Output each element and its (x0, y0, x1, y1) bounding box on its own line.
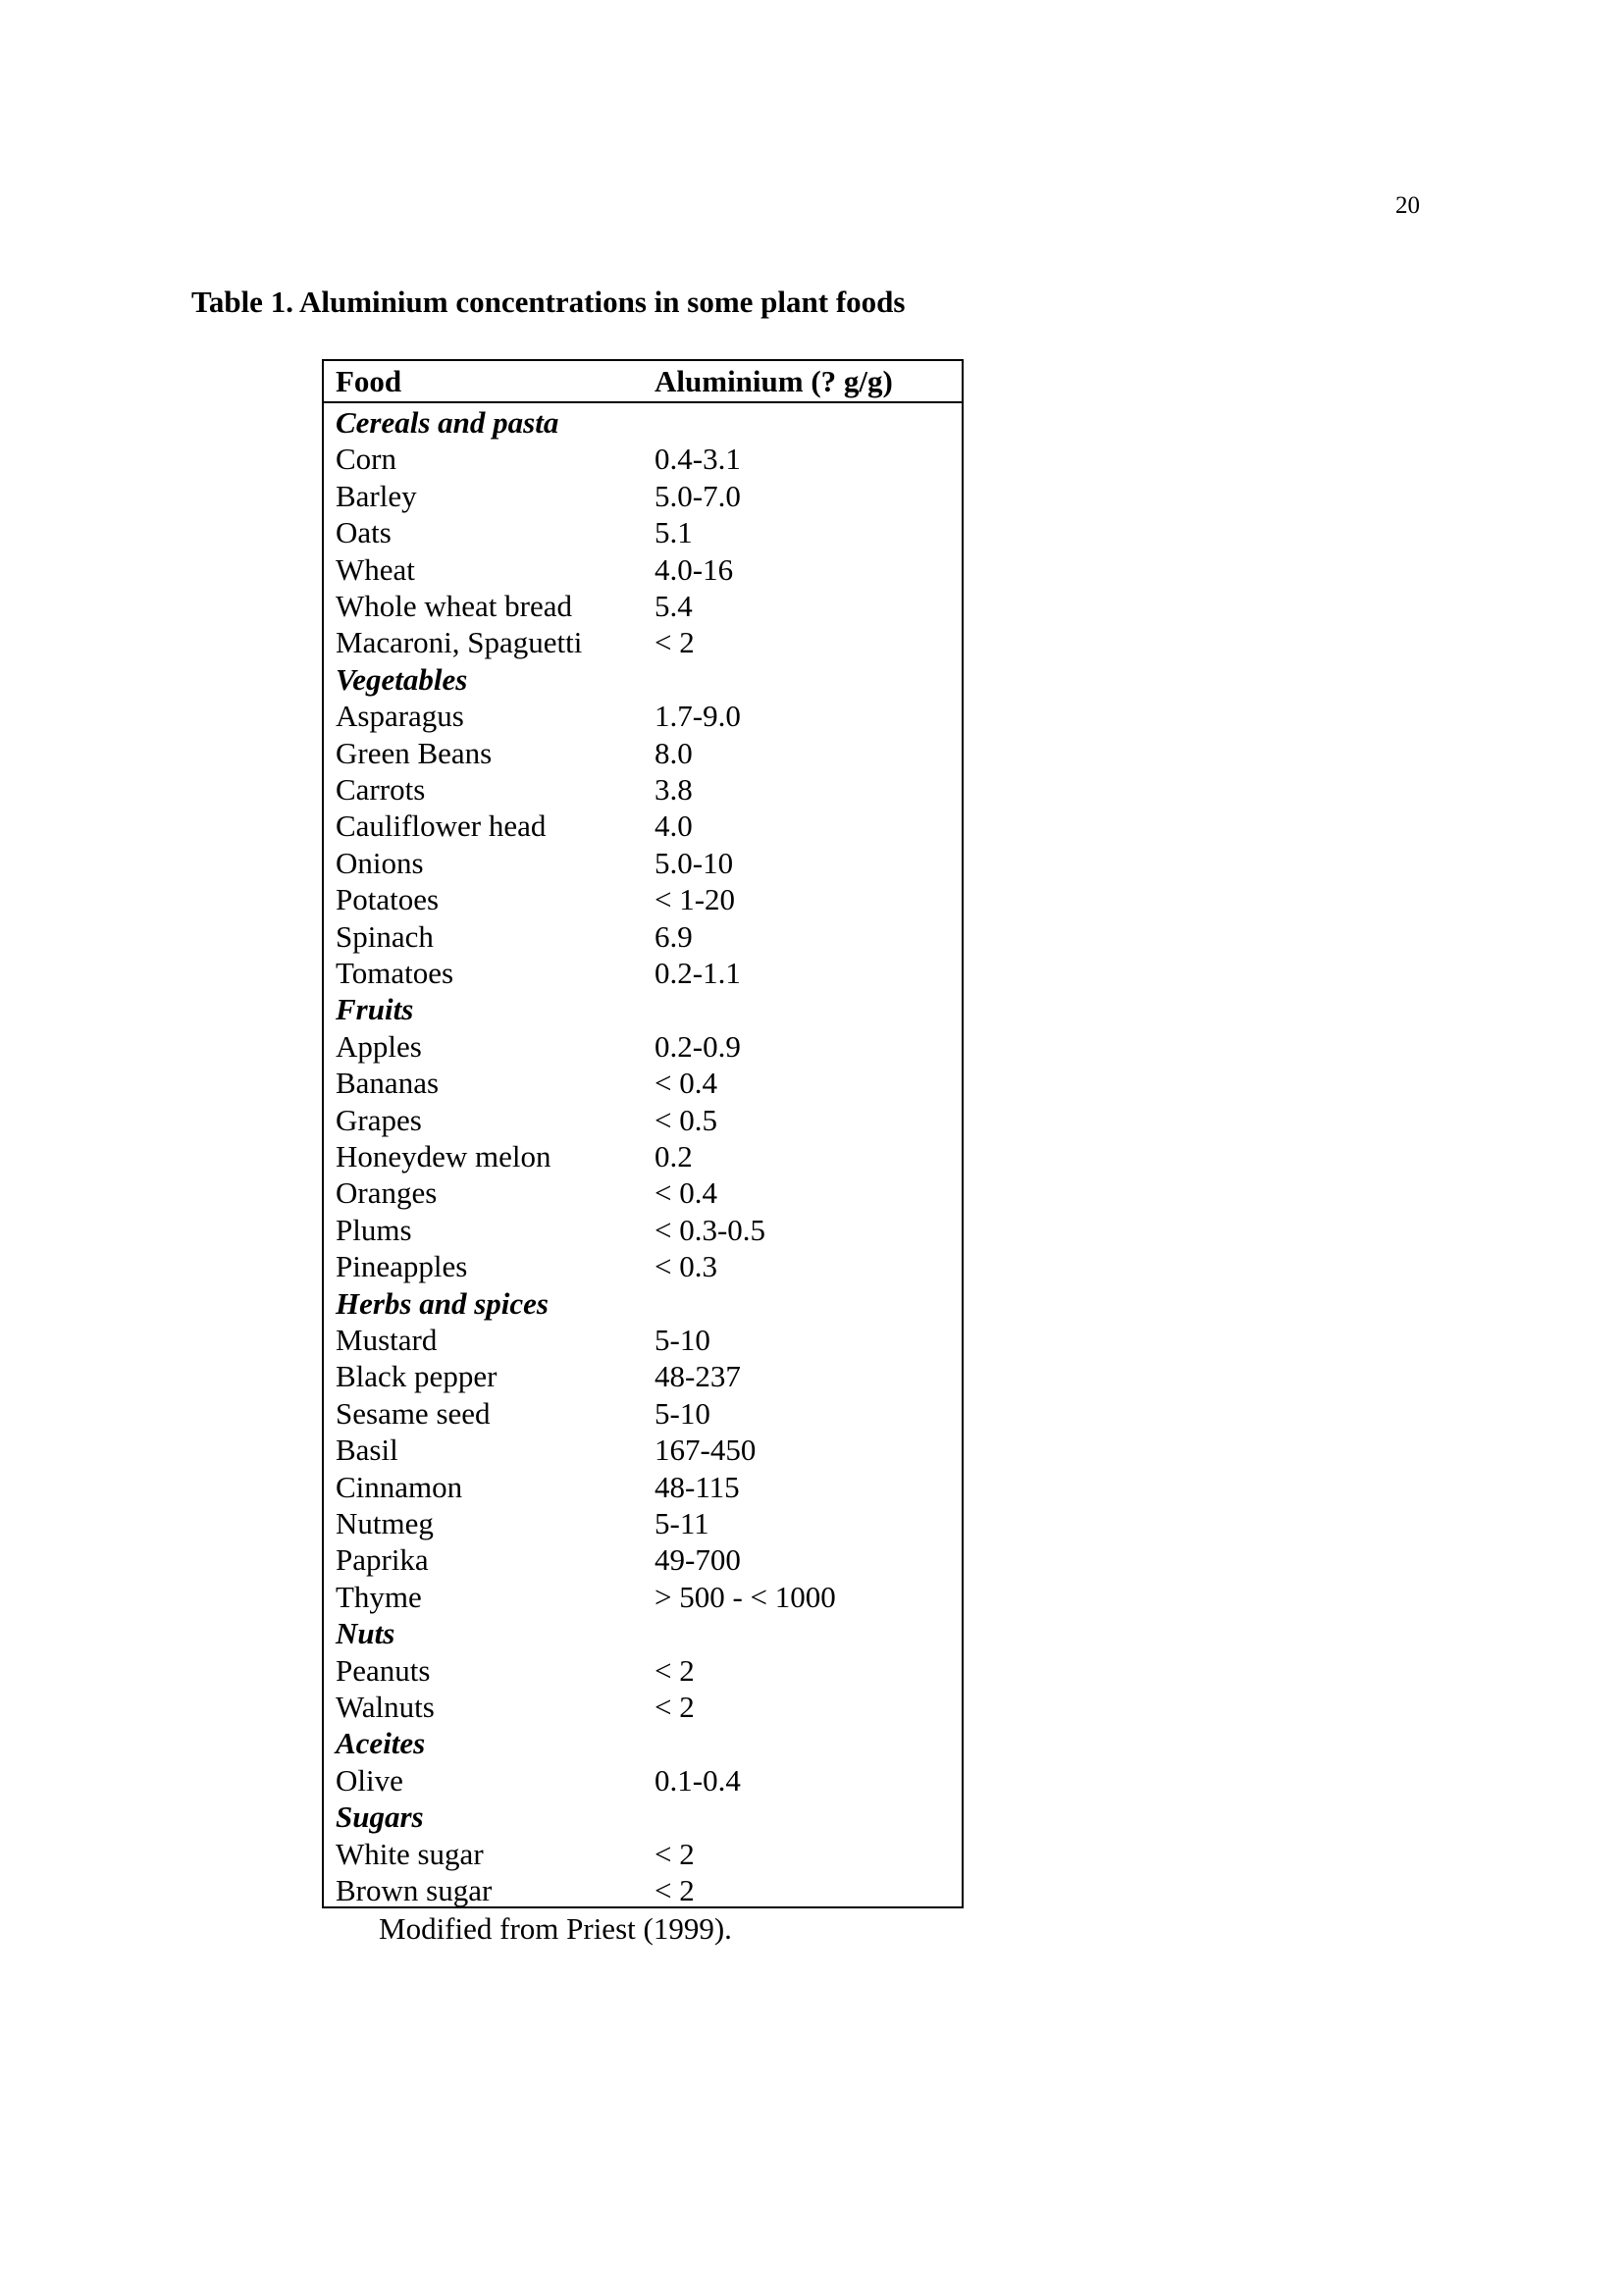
food-cell: Olive (336, 1762, 403, 1798)
table-row (324, 1579, 962, 1615)
aluminium-value-cell: 6.9 (655, 918, 693, 954)
aluminium-value-cell: < 0.4 (655, 1175, 717, 1211)
table-row (324, 735, 962, 771)
aluminium-value-cell: 4.0-16 (655, 551, 734, 587)
table-row (324, 1432, 962, 1468)
aluminium-value-cell: 5.0-10 (655, 845, 734, 880)
aluminium-value-cell: 49-700 (655, 1542, 741, 1578)
food-cell: Grapes (336, 1102, 422, 1137)
food-cell: Whole wheat bread (336, 589, 572, 623)
food-cell: Pineapples (336, 1249, 468, 1284)
food-cell: Potatoes (336, 882, 440, 917)
aluminium-value-cell: 0.2-0.9 (655, 1028, 741, 1064)
food-cell: Oranges (336, 1175, 438, 1211)
table-row (324, 1065, 962, 1101)
table-row (324, 955, 962, 991)
category-label: Vegetables (336, 661, 468, 697)
table-row (324, 1212, 962, 1248)
source-note: Modified from Priest (1999). (379, 1911, 732, 1946)
category-row (324, 1725, 962, 1761)
aluminium-value-cell: < 2 (655, 625, 695, 660)
table-row (324, 1358, 962, 1394)
aluminium-value-cell: 4.0 (655, 808, 693, 844)
aluminium-value-cell: 5.1 (655, 515, 693, 550)
table-row (324, 1102, 962, 1138)
aluminium-value-cell: 0.1-0.4 (655, 1762, 741, 1798)
table-row (324, 1689, 962, 1725)
table-row (324, 588, 962, 624)
food-cell: Nutmeg (336, 1506, 434, 1540)
aluminium-value-cell: < 0.5 (655, 1102, 717, 1137)
table-row (324, 624, 962, 660)
table-caption: Table 1. Aluminium concentrations in some plant foods (191, 285, 906, 319)
aluminium-value-cell: < 0.3 (655, 1249, 717, 1284)
food-cell: Basil (336, 1433, 398, 1468)
aluminium-value-cell: 48-115 (655, 1469, 740, 1504)
table-row (324, 1174, 962, 1211)
aluminium-value-cell: 5-10 (655, 1323, 710, 1357)
table-row (324, 771, 962, 808)
column-header-food: Food (336, 364, 402, 398)
food-cell: Spinach (336, 918, 434, 954)
aluminium-value-cell: < 2 (655, 1836, 695, 1871)
category-row (324, 661, 962, 698)
food-cell: Asparagus (336, 699, 464, 734)
category-label: Cereals and pasta (336, 405, 559, 440)
aluminium-value-cell: 167-450 (655, 1433, 757, 1468)
category-label: Aceites (336, 1726, 426, 1761)
aluminium-value-cell: > 500 - < 1000 (655, 1579, 836, 1614)
food-cell: Bananas (336, 1066, 440, 1101)
table-row (324, 1505, 962, 1541)
table-row (324, 845, 962, 881)
food-cell: Corn (336, 442, 396, 477)
table-row (324, 918, 962, 955)
table-row (324, 1872, 962, 1908)
food-cell: Carrots (336, 772, 426, 807)
aluminium-value-cell: 0.2-1.1 (655, 956, 741, 990)
table-row (324, 881, 962, 917)
aluminium-value-cell: 3.8 (655, 772, 693, 807)
food-cell: Apples (336, 1028, 422, 1064)
aluminium-value-cell: < 2 (655, 1690, 695, 1724)
aluminium-value-cell: < 2 (655, 1873, 695, 1907)
table-row (324, 808, 962, 844)
table-row (324, 1322, 962, 1358)
aluminium-value-cell: 5-11 (655, 1506, 709, 1540)
food-cell: White sugar (336, 1836, 484, 1871)
food-cell: Brown sugar (336, 1873, 493, 1907)
food-cell: Sesame seed (336, 1395, 491, 1431)
category-row (324, 1615, 962, 1651)
aluminium-value-cell: < 1-20 (655, 882, 736, 917)
aluminium-table (322, 359, 964, 1908)
food-cell: Paprika (336, 1542, 429, 1578)
food-cell: Black pepper (336, 1359, 498, 1394)
table-row (324, 1469, 962, 1505)
food-cell: Plums (336, 1212, 412, 1247)
category-row (324, 404, 962, 441)
aluminium-value-cell: 8.0 (655, 735, 693, 770)
category-row (324, 1285, 962, 1322)
table-row (324, 1541, 962, 1578)
food-cell: Cinnamon (336, 1469, 463, 1504)
food-cell: Wheat (336, 551, 415, 587)
table-row (324, 441, 962, 477)
category-label: Sugars (336, 1799, 424, 1835)
food-cell: Macaroni, Spaguetti (336, 625, 583, 660)
aluminium-value-cell: 0.2 (655, 1139, 693, 1173)
table-row (324, 1652, 962, 1689)
table-row (324, 1138, 962, 1174)
column-header-aluminium: Aluminium (? g/g) (655, 364, 893, 398)
category-row (324, 1799, 962, 1835)
table-row (324, 1762, 962, 1799)
table-row (324, 514, 962, 550)
page-number: 20 (1395, 192, 1420, 219)
aluminium-value-cell: 48-237 (655, 1359, 741, 1394)
food-cell: Thyme (336, 1579, 422, 1614)
category-label: Nuts (336, 1616, 395, 1651)
food-cell: Barley (336, 478, 417, 513)
food-cell: Cauliflower head (336, 808, 547, 844)
aluminium-value-cell: 5-10 (655, 1395, 710, 1431)
category-label: Fruits (336, 992, 414, 1027)
table-header-row (324, 361, 962, 403)
aluminium-value-cell: 1.7-9.0 (655, 699, 741, 734)
food-cell: Oats (336, 515, 392, 550)
table-row (324, 1028, 962, 1065)
table-row (324, 1248, 962, 1284)
table-row (324, 478, 962, 514)
aluminium-value-cell: 5.0-7.0 (655, 478, 741, 513)
aluminium-value-cell: < 2 (655, 1652, 695, 1688)
aluminium-value-cell: < 0.3-0.5 (655, 1212, 766, 1247)
table-row (324, 698, 962, 734)
table-row (324, 1395, 962, 1432)
aluminium-value-cell: < 0.4 (655, 1066, 717, 1101)
food-cell: Green Beans (336, 735, 493, 770)
food-cell: Walnuts (336, 1690, 435, 1724)
table-row (324, 551, 962, 588)
food-cell: Mustard (336, 1323, 438, 1357)
aluminium-value-cell: 0.4-3.1 (655, 442, 741, 477)
category-label: Herbs and spices (336, 1285, 549, 1321)
food-cell: Honeydew melon (336, 1139, 551, 1173)
aluminium-value-cell: 5.4 (655, 589, 693, 623)
category-row (324, 991, 962, 1027)
table-row (324, 1836, 962, 1872)
food-cell: Onions (336, 845, 424, 880)
food-cell: Tomatoes (336, 956, 454, 990)
food-cell: Peanuts (336, 1652, 431, 1688)
